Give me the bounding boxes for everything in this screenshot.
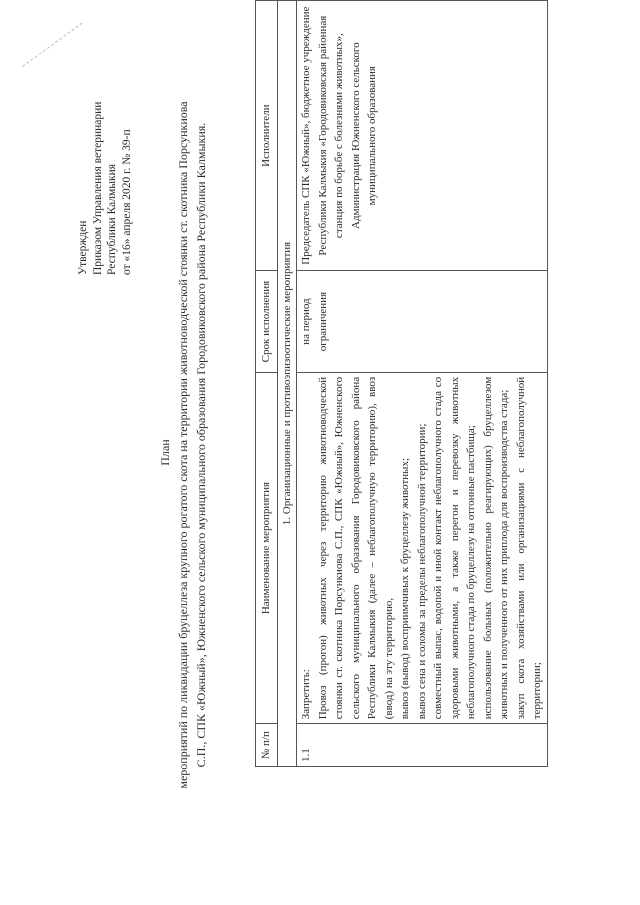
table-header-row	[256, 1, 278, 767]
measure-line: Запретить:	[300, 669, 312, 720]
section-title: 1. Организационные и противоэпизоотические мероприятия	[277, 1, 297, 767]
measure-line: Провоз (прогон) животных через территорию животноводческой стоянки ст. скотника Порсункиова С.П., СПК «Южный», Южненского сельского муниципального образования Городовиковского района Республики Калмыкия (далее – неблагополучную территорию), ввоз (ввод) на эту территорию,	[316, 376, 395, 720]
approval-block	[76, 15, 134, 275]
measure-line: использование больных (положительно реагирующих) бруцеллезом животных и полученного от них приплода для воспроизводства стада;	[481, 376, 510, 720]
measure-cell	[297, 372, 548, 723]
header-executor: Исполнители	[256, 1, 278, 271]
measure-line: закуп скота хозяйствами или организациями с неблагополучной территории;	[514, 376, 543, 720]
header-name: Наименование мероприятия	[256, 372, 278, 723]
row-number: 1.1	[297, 724, 548, 767]
measure-line: совместный выпас, водопой и иной контакт неблагополучного стада со здоровыми животными, а также перегон и перевозку животных неблагополучного стада по бруцеллезу на отгонные пастбища;	[432, 376, 477, 720]
plan-subtitle: мероприятий по ликвидации бруцеллеза крупного рогатого скота на территории животноводческой стоянки ст. скотника Порсункиова С.П., СПК «Южный», Южненского сельского муниципального образования Городовиковского района Республики Калмыкия.	[176, 101, 208, 789]
header-term: Срок исполнения	[256, 271, 278, 372]
header-num: № п/п	[256, 724, 278, 767]
approval-line: Утвержден	[77, 220, 89, 275]
approval-line: от «16» апреля 2020 г. № 39-п	[120, 129, 133, 275]
executor-cell: Председатель СПК «Южный», бюджетное учреждение Республики Калмыкия «Городовиковская районная станция по борьбе с болезнями животных», Администрация Южненского сельского муниципального образования	[297, 1, 548, 271]
table-row	[297, 1, 548, 767]
measure-line: вывоз (вывод) восприимчивых к бруцеллезу животных;	[399, 457, 411, 720]
plan-title: План	[158, 439, 172, 466]
term-cell: на период ограничения	[297, 271, 548, 372]
approval-line: Приказом Управления ветеринарии	[91, 101, 104, 275]
approval-line: Республики Калмыкия	[106, 163, 118, 275]
plan-table	[255, 0, 548, 767]
measure-line: вывоз сена и соломы за пределы неблагополучной территории;	[415, 423, 428, 720]
section-row	[277, 1, 297, 767]
